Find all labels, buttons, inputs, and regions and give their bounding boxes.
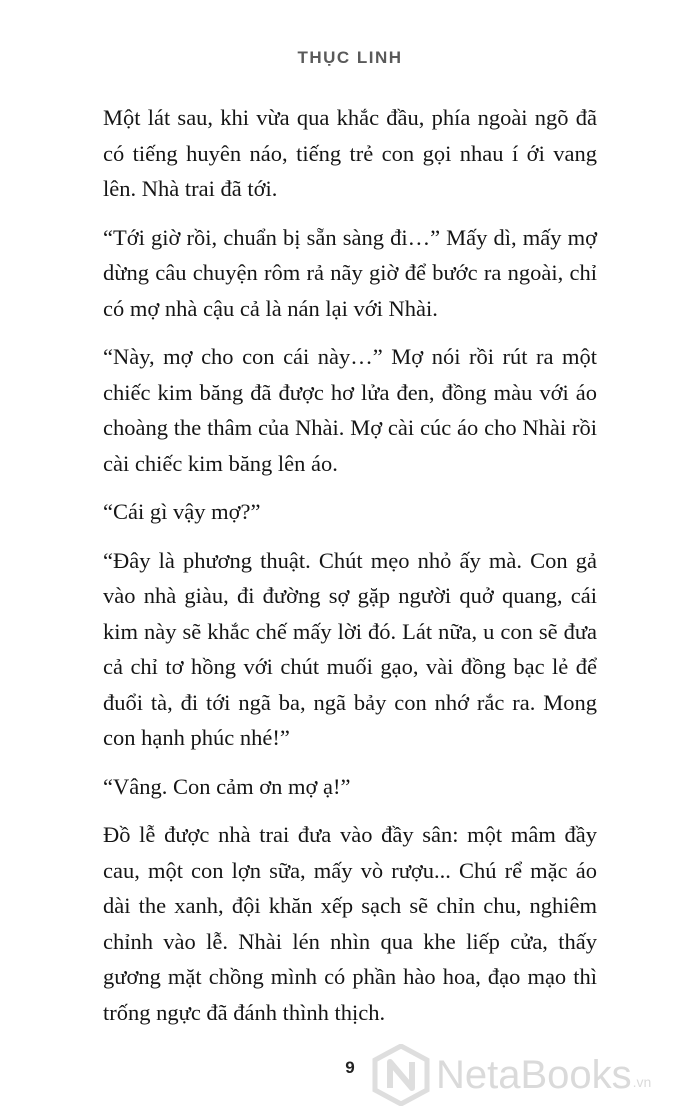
paragraph: “Vâng. Con cảm ơn mợ ạ!” [103, 773, 351, 799]
paragraph: Một lát sau, khi vừa qua khắc đầu, phía ngoài ngõ đã có tiếng huyên náo, tiếng trẻ con gọi nhau í ới vang lên. Nhà trai đã tới. [103, 105, 597, 201]
watermark-suffix: .vn [632, 1074, 652, 1090]
watermark [372, 1040, 651, 1110]
netabooks-logo-icon [372, 1044, 430, 1106]
page-number: 9 [345, 1058, 355, 1077]
paragraph: “Này, mợ cho con cái này…” Mợ nói rồi rút ra một chiếc kim băng đã được hơ lửa đen, đồng màu với áo choàng the thâm của Nhài. Mợ cài cúc áo cho Nhài rồi cài chiếc kim băng lên áo. [103, 344, 597, 476]
paragraph: “Cái gì vậy mợ?” [103, 499, 261, 524]
watermark-text: NetaBooks [436, 1053, 632, 1097]
paragraph: Đồ lễ được nhà trai đưa vào đầy sân: một mâm đầy cau, một con lợn sữa, mấy vò rượu... Chú rể mặc áo dài the xanh, đội khăn xếp sạch sẽ chỉn chu, nghiêm chỉnh vào lễ. Nhài lén nhìn qua khe liếp cửa, thấy gương mặt chồng mình có phần hào hoa, đạo mạo thì trống ngực đã đánh thình thịch. [103, 822, 597, 1025]
running-header: THỤC LINH [297, 48, 403, 67]
paragraph: “Đây là phương thuật. Chút mẹo nhỏ ấy mà. Con gả vào nhà giàu, đi đường sợ gặp người quở quang, cái kim này sẽ khắc chế mấy lời đó. Lát nữa, u con sẽ đưa cả chỉ tơ hồng với chút muối gạo, vài đồng bạc lẻ để đuổi tà, đi tới ngã ba, ngã bảy con nhớ rắc ra. Mong con hạnh phúc nhé!” [103, 547, 597, 750]
book-page-body [103, 100, 597, 1043]
paragraph: “Tới giờ rồi, chuẩn bị sẵn sàng đi…” Mấy dì, mấy mợ dừng câu chuyện rôm rả nãy giờ để bước ra ngoài, chỉ có mợ nhà cậu cả là nán lại với Nhài. [103, 224, 597, 321]
